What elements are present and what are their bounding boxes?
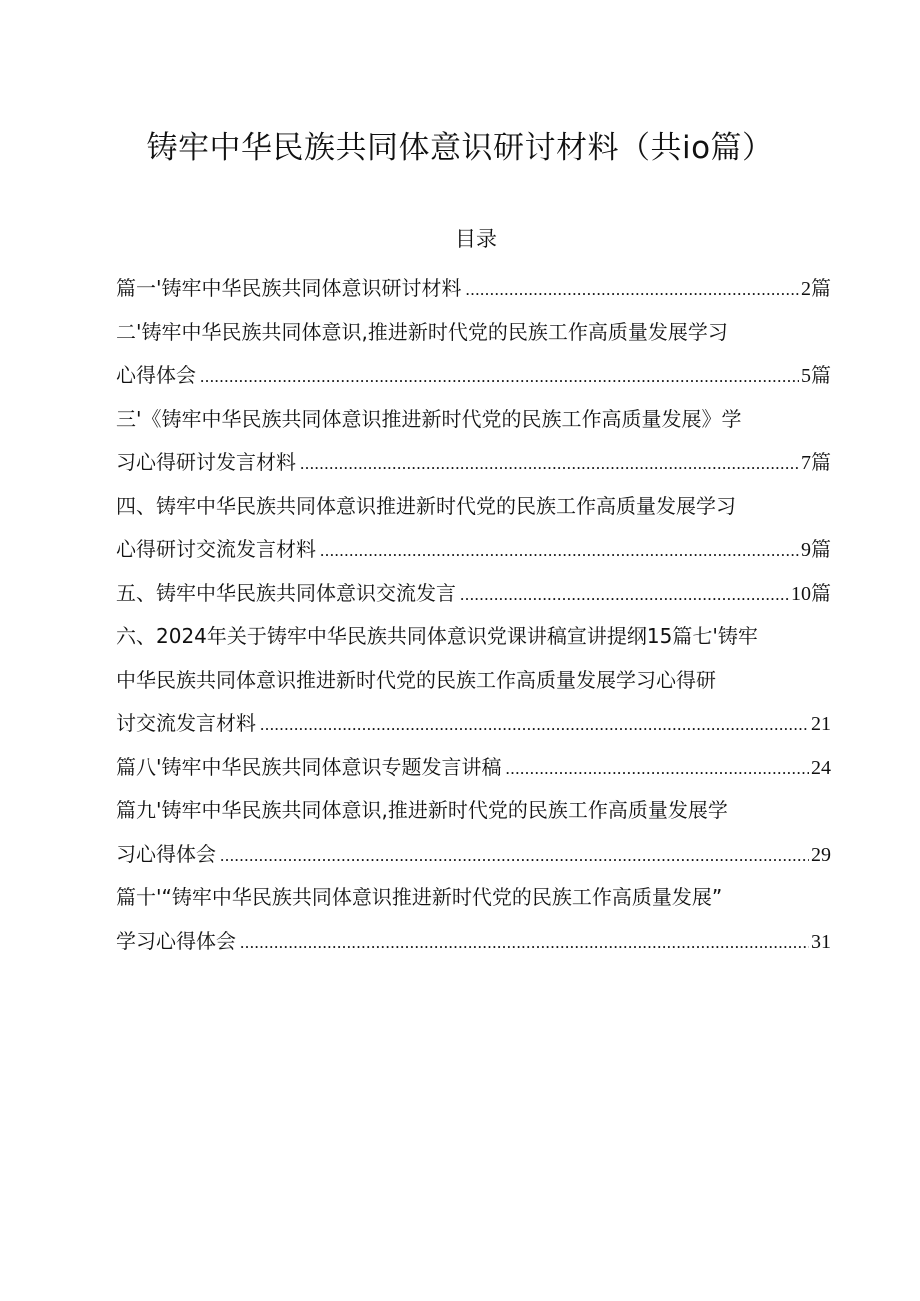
- toc-entry-page: 9篇: [801, 539, 831, 561]
- table-of-contents: [116, 267, 831, 963]
- toc-entry-last-line: [116, 267, 831, 311]
- toc-entry-line: 二'铸牢中华民族共同体意识,推进新时代党的民族工作高质量发展学习: [116, 319, 728, 344]
- toc-entry-8[interactable]: [116, 789, 831, 876]
- dot-leader: [200, 355, 799, 398]
- dot-leader: [320, 529, 799, 572]
- toc-entry-line: 三'《铸牢中华民族共同体意识推进新时代党的民族工作高质量发展》学: [116, 406, 742, 431]
- dot-leader: [300, 442, 799, 485]
- dot-leader: [220, 834, 809, 877]
- dot-leader: [466, 268, 800, 311]
- toc-entry-3[interactable]: [116, 398, 831, 485]
- toc-entry-text: 五、铸牢中华民族共同体意识交流发言: [116, 580, 456, 605]
- toc-entry-2[interactable]: [116, 311, 831, 398]
- toc-entry-last-line: [116, 528, 831, 572]
- toc-entry-page: 10篇: [791, 582, 831, 605]
- toc-entry-text: 习心得体会: [116, 841, 216, 866]
- toc-entry-page: 7篇: [801, 452, 831, 474]
- toc-entry-5[interactable]: [116, 572, 831, 616]
- toc-entry-text: 学习心得体会: [116, 928, 236, 953]
- toc-entry-4[interactable]: [116, 485, 831, 572]
- toc-entry-last-line: [116, 572, 831, 616]
- toc-entry-page: 5篇: [801, 365, 831, 387]
- toc-heading: 目录: [455, 227, 497, 251]
- toc-entry-line: 六、2024年关于铸牢中华民族共同体意识党课讲稿宣讲提纲15篇七'铸牢: [116, 624, 758, 648]
- toc-entry-last-line: [116, 702, 831, 746]
- toc-entry-last-line: [116, 833, 831, 877]
- toc-entry-line: 四、铸牢中华民族共同体意识推进新时代党的民族工作高质量发展学习: [116, 493, 736, 518]
- dot-leader: [506, 747, 810, 790]
- toc-entry-6[interactable]: [116, 615, 831, 746]
- toc-entry-text: 篇八'铸牢中华民族共同体意识专题发言讲稿: [116, 754, 502, 779]
- toc-entry-text: 习心得研讨发言材料: [116, 450, 296, 474]
- toc-entry-page: 21: [811, 713, 831, 735]
- toc-entry-page: 24: [811, 756, 831, 779]
- toc-entry-7[interactable]: [116, 746, 831, 790]
- toc-entry-last-line: [116, 746, 831, 790]
- toc-entry-last-line: [116, 354, 831, 398]
- toc-entry-text: 心得体会: [116, 363, 196, 387]
- document-title: 铸牢中华民族共同体意识研讨材料（共io篇）: [146, 130, 774, 166]
- toc-entry-line: 篇九'铸牢中华民族共同体意识,推进新时代党的民族工作高质量发展学: [116, 798, 728, 822]
- toc-entry-line: 篇十'“铸牢中华民族共同体意识推进新时代党的民族工作高质量发展”: [116, 885, 723, 909]
- toc-entry-text: 心得研讨交流发言材料: [116, 537, 316, 561]
- toc-entry-text: 讨交流发言材料: [116, 711, 256, 735]
- toc-entry-page: 2篇: [801, 278, 831, 300]
- toc-entry-text: 篇一'铸牢中华民族共同体意识研讨材料: [116, 276, 462, 300]
- dot-leader: [260, 703, 809, 746]
- dot-leader: [240, 921, 809, 964]
- toc-entry-last-line: [116, 920, 831, 964]
- toc-entry-last-line: [116, 441, 831, 485]
- toc-entry-9[interactable]: [116, 876, 831, 963]
- toc-entry-1[interactable]: [116, 267, 831, 311]
- toc-entry-line: 中华民族共同体意识推进新时代党的民族工作高质量发展学习心得研: [116, 667, 716, 692]
- toc-entry-page: 31: [811, 930, 831, 953]
- dot-leader: [460, 573, 789, 616]
- toc-entry-page: 29: [811, 843, 831, 866]
